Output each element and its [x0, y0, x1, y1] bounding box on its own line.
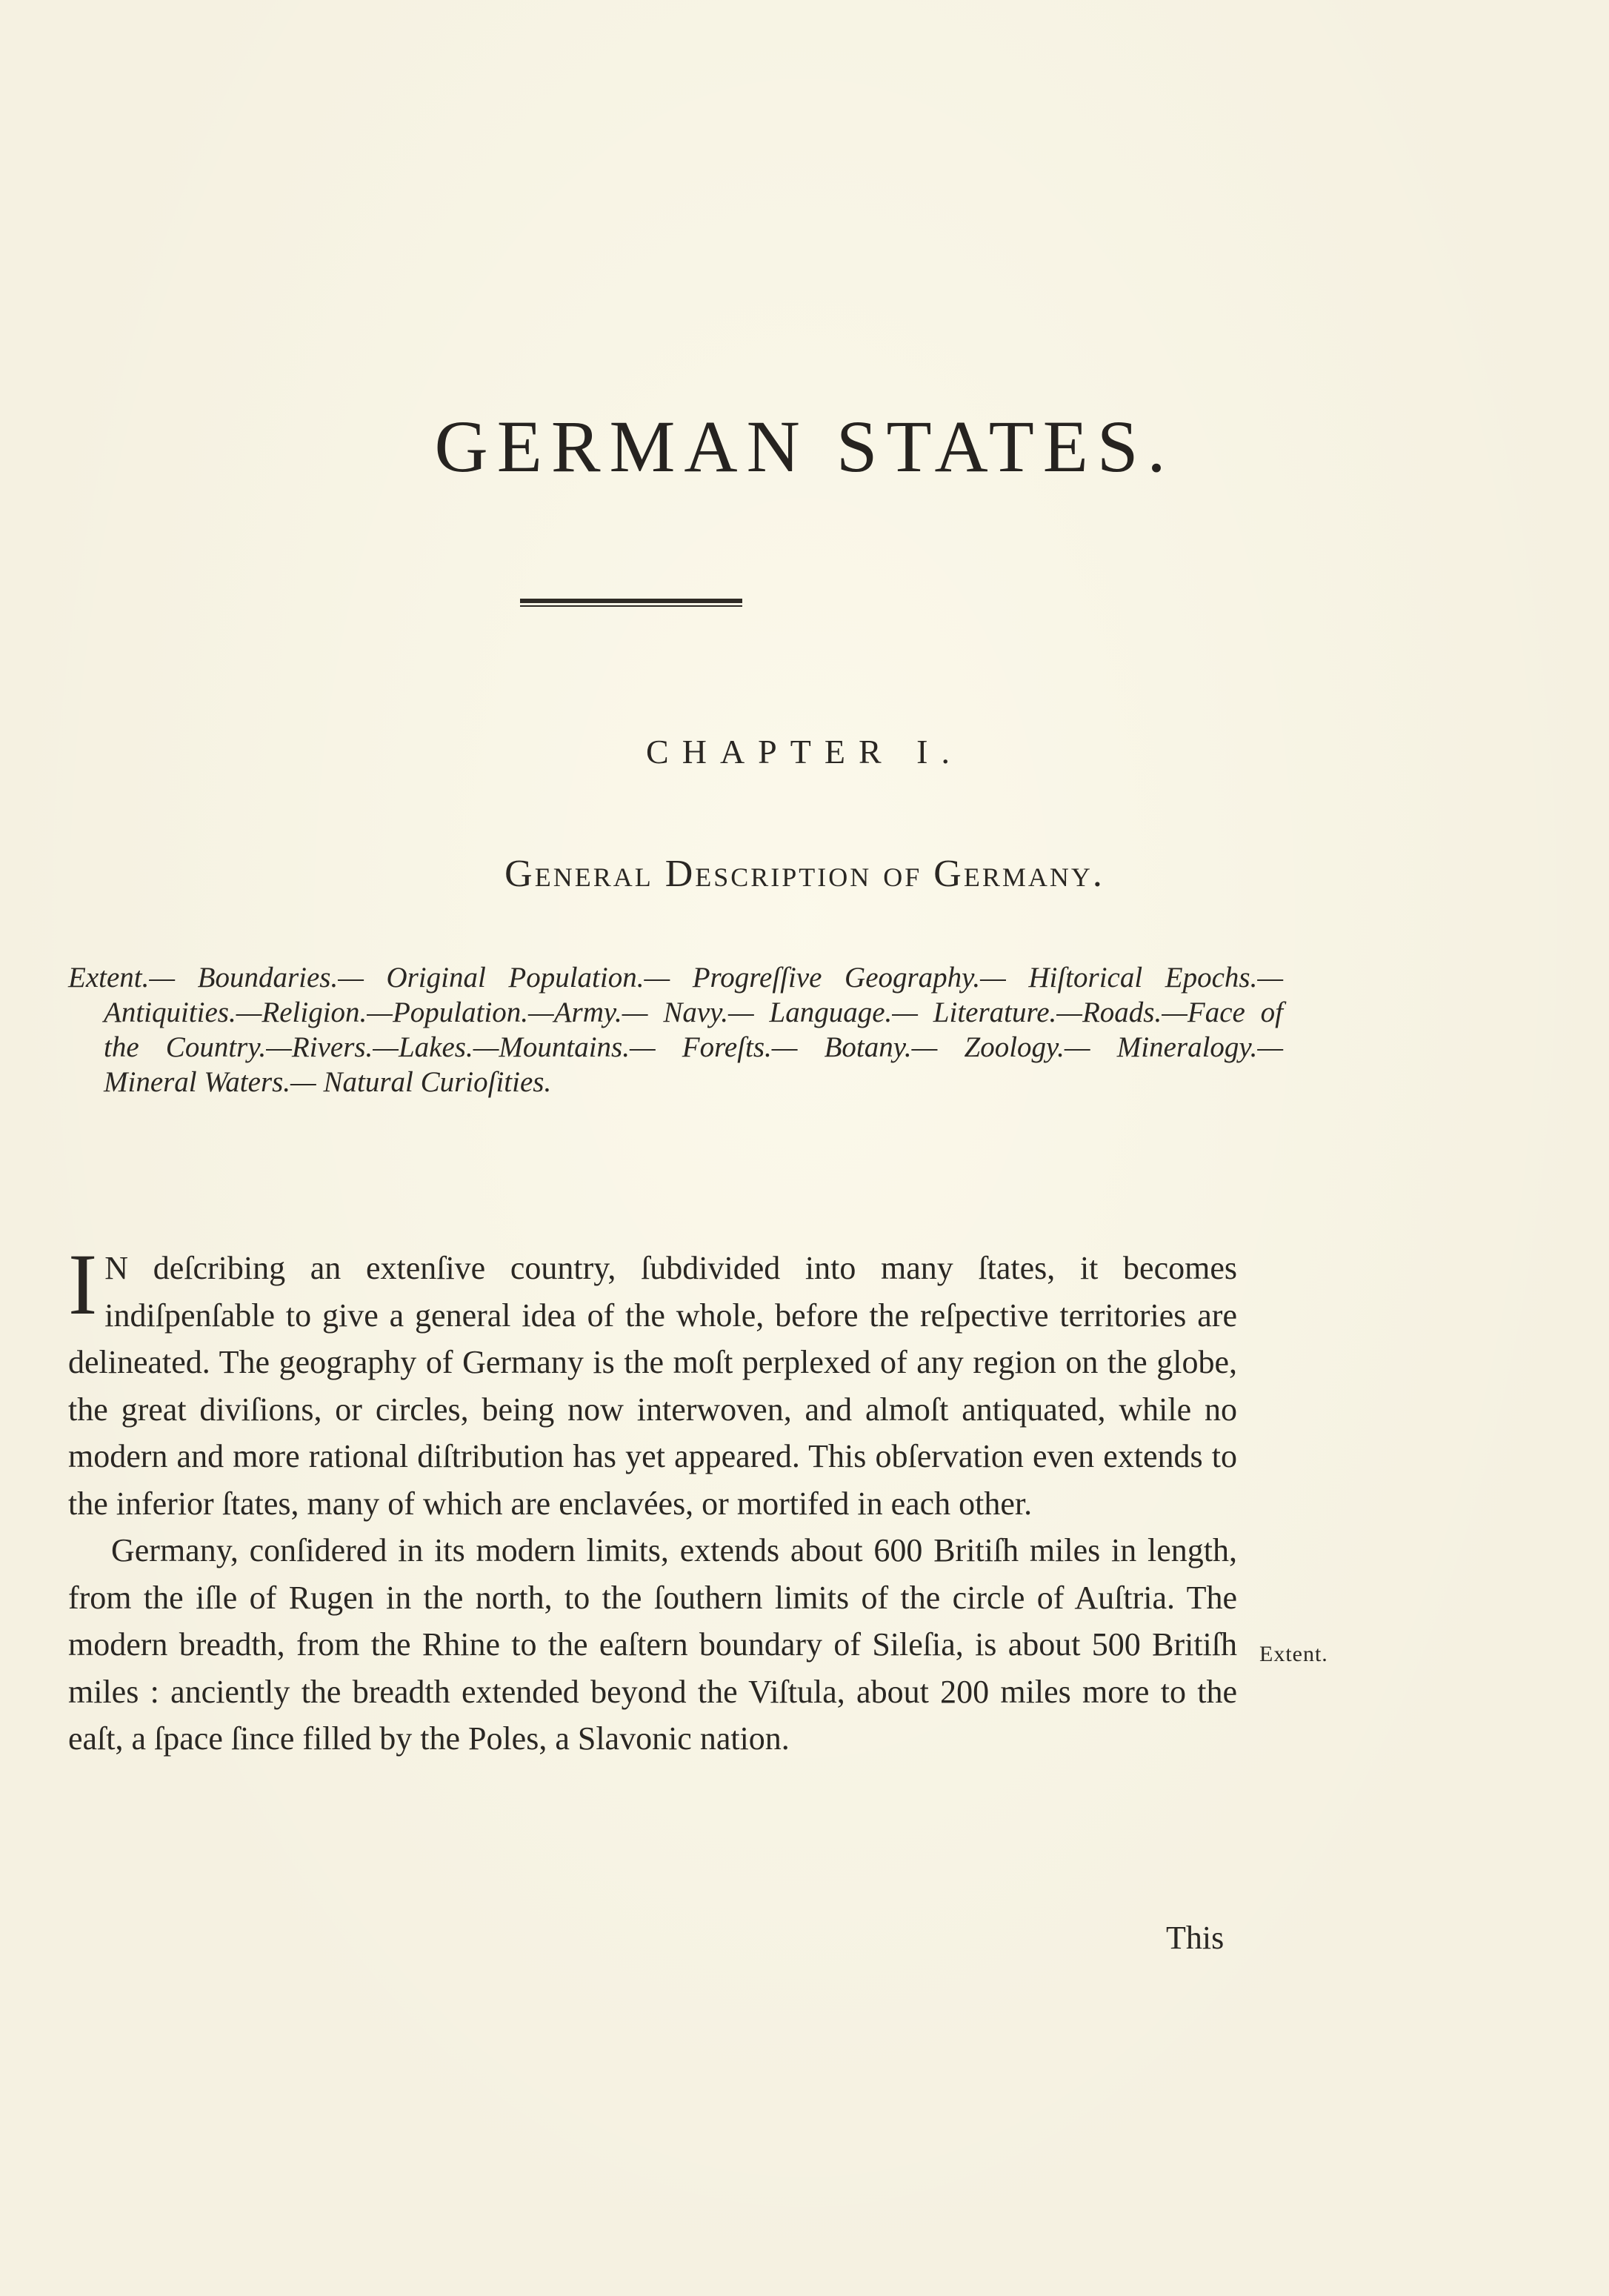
rule-thin-line: [520, 605, 742, 607]
paragraph-2: Germany, conſidered in its modern limits, extends about 600 Britiſh miles in length, from the iſle of Rugen in the north, to the ſouthern limits of the circle of Auſtria. The modern breadth, from the Rhine to the eaſtern boundary of Sileſia, is about 500 Britiſh miles : anciently the breadth extended beyond the Viſtula, about 200 miles more to the eaſt, a ſpace ſince filled by the Poles, a Slavonic nation.: [68, 1532, 1237, 1757]
margin-note: Extent.: [1259, 1642, 1328, 1666]
title-rule: [520, 599, 742, 606]
rule-thick-line: [520, 599, 742, 603]
chapter-contents-summary: Extent.— Boundaries.— Original Population.— Progreſſive Geography.— Hiſtorical Epochs.—Antiquities.—Religion.—Population.—Army.— Navy.— Language.— Literature.—Roads.—Face of the Country.—Rivers.—Lakes.—Mountains.— Foreſts.— Botany.— Zoology.— Mineralogy.— Mineral Waters.— Natural Curioſities.: [68, 962, 1283, 1098]
paragraph-1: IN deſcribing an extenſive country, ſubdivided into many ſtates, it becomes indiſpenſable to give a general idea of the whole, before the reſpective territories are delineated. The geography of Germany is the moſt perplexed of any region on the globe, the great diviſions, or circles, being now interwoven, and almoſt antiquated, while no modern and more rational diſtribution has yet appeared. This obſervation even extends to the inferior ſtates, many of which are enclavées, or mortifed in each other.: [68, 1236, 1237, 1522]
body-text: [68, 1236, 1237, 1763]
chapter-subtitle: General Description of Germany.: [504, 853, 1105, 895]
show-through-text: [52, 170, 1459, 1059]
catchword: This: [1166, 1920, 1225, 1956]
chapter-heading: CHAPTER I.: [646, 733, 963, 771]
page-title: GERMAN STATES.: [434, 405, 1175, 488]
